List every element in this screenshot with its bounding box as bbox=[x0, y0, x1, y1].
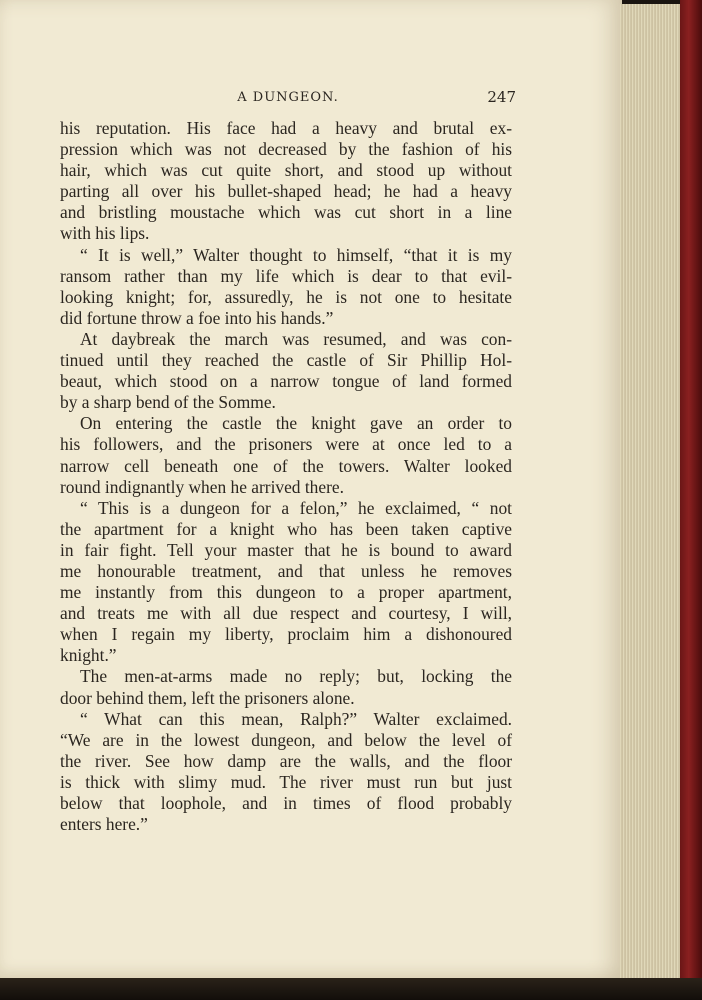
text-line: “ It is well,” Walter thought to himself, “that it is my bbox=[80, 244, 512, 265]
text-line: round indignantly when he arrived there. bbox=[60, 476, 344, 497]
text-line: and bristling moustache which was cut short in a line bbox=[60, 202, 512, 223]
text-line: The men-at-arms made no reply; but, locking the bbox=[80, 666, 512, 687]
text-line: On entering the castle the knight gave an order to bbox=[80, 413, 512, 434]
text-line: “ What can this mean, Ralph?” Walter exclaimed. bbox=[80, 708, 512, 729]
text-line: “We are in the lowest dungeon, and below the level of bbox=[60, 729, 512, 750]
text-line: ransom rather than my life which is dear to that evil- bbox=[60, 265, 512, 286]
book-bottom-edge bbox=[0, 978, 702, 1000]
text-line: “ This is a dungeon for a felon,” he exclaimed, “ not bbox=[80, 497, 512, 518]
text-line: the river. See how damp are the walls, and the floor bbox=[60, 750, 512, 771]
text-line: At daybreak the march was resumed, and was con- bbox=[80, 328, 512, 349]
text-line: narrow cell beneath one of the towers. Walter looked bbox=[60, 455, 512, 476]
text-line: enters here.” bbox=[60, 814, 148, 835]
text-line: pression which was not decreased by the fashion of his bbox=[60, 139, 512, 160]
body-text bbox=[60, 118, 512, 835]
text-line: when I regain my liberty, proclaim him a dishonoured bbox=[60, 624, 512, 645]
text-line: hair, which was cut quite short, and stood up without bbox=[60, 160, 512, 181]
text-line: did fortune throw a foe into his hands.” bbox=[60, 307, 334, 328]
page-edges bbox=[620, 4, 682, 986]
text-line: below that loophole, and in times of flood probably bbox=[60, 793, 512, 813]
text-line: is thick with slimy mud. The river must run but just bbox=[60, 771, 512, 792]
text-line: tinued until they reached the castle of Sir Phillip Hol- bbox=[60, 350, 512, 371]
running-head: A DUNGEON. bbox=[237, 90, 339, 105]
text-line: by a sharp bend of the Somme. bbox=[60, 392, 276, 413]
text-line: me honourable treatment, and that unless he removes bbox=[60, 560, 512, 581]
text-line: and treats me with all due respect and courtesy, I will, bbox=[60, 603, 512, 624]
text-line: the apartment for a knight who has been taken captive bbox=[60, 518, 512, 539]
text-line: knight.” bbox=[60, 645, 117, 666]
text-line: beaut, which stood on a narrow tongue of land formed bbox=[60, 371, 512, 392]
text-line: in fair fight. Tell your master that he is bound to award bbox=[60, 539, 512, 560]
page-header bbox=[60, 88, 516, 110]
text-line: me instantly from this dungeon to a proper apartment, bbox=[60, 582, 512, 603]
text-line: his reputation. His face had a heavy and brutal ex- bbox=[60, 118, 512, 138]
text-line: parting all over his bullet-shaped head; he had a heavy bbox=[60, 181, 512, 202]
text-line: his followers, and the prisoners were at once led to a bbox=[60, 434, 512, 455]
text-line: door behind them, left the prisoners alone. bbox=[60, 687, 355, 708]
text-line: looking knight; for, assuredly, he is not one to hesitate bbox=[60, 286, 512, 307]
book-cover bbox=[680, 0, 702, 1000]
page-number: 247 bbox=[487, 88, 516, 106]
text-line: with his lips. bbox=[60, 223, 150, 244]
